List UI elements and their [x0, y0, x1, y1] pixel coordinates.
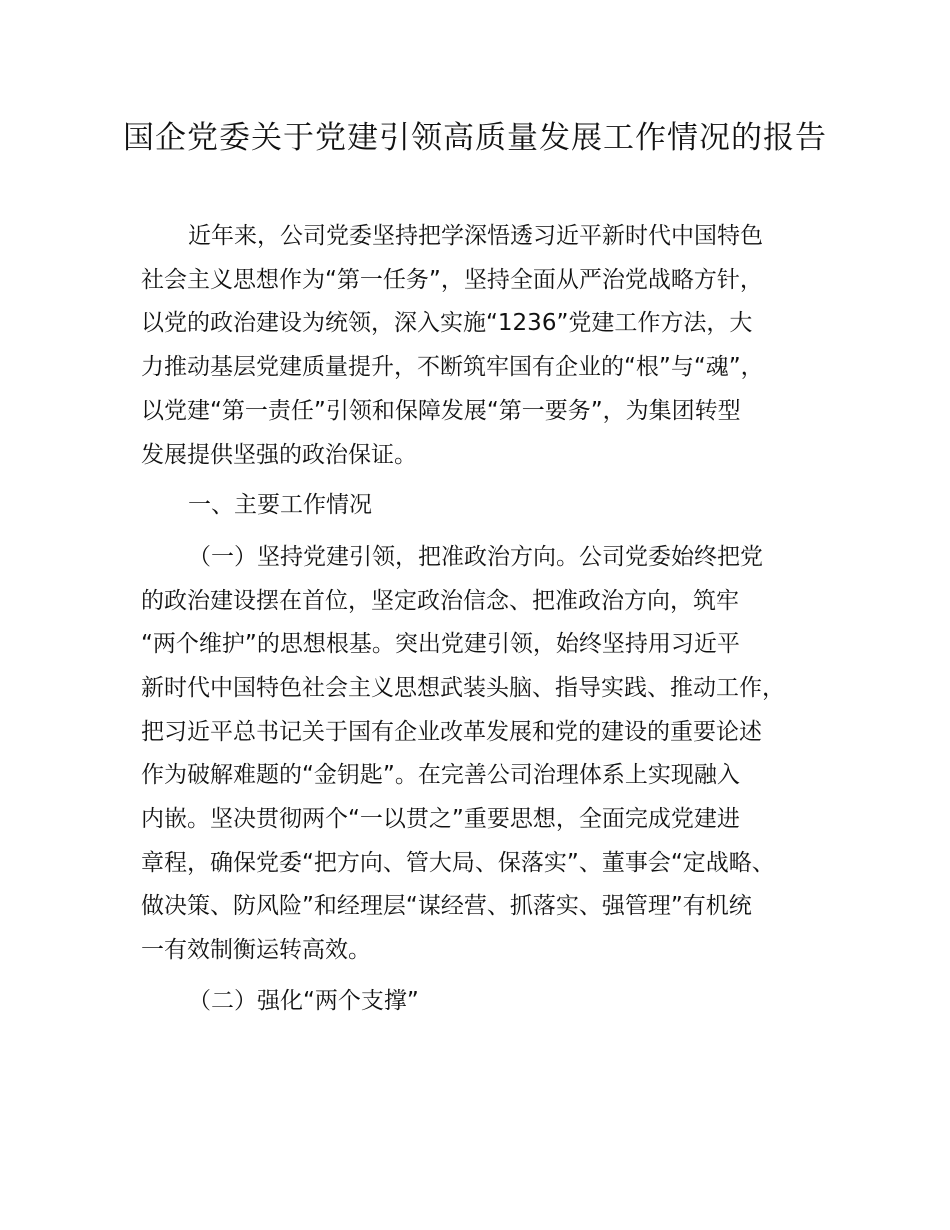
intro-paragraph-line: 力推动基层党建质量提升，不断筑牢国有企业的“根”与“魂”， — [141, 354, 764, 380]
subsection-two-heading: （二）强化“两个支撑” — [188, 988, 419, 1014]
subsection-one-line: 把习近平总书记关于国有企业改革发展和党的建设的重要论述 — [141, 719, 762, 745]
subsection-one-line: 作为破解难题的“金钥匙”。在完善公司治理体系上实现融入 — [141, 762, 740, 788]
subsection-one-line: 内嵌。坚决贯彻两个“一以贯之”重要思想，全面完成党建进 — [141, 806, 740, 832]
subsection-one-line: 的政治建设摆在首位，坚定政治信念、把准政治方向，筑牢 — [141, 588, 739, 614]
subsection-one-line: 章程，确保党委“把方向、管大局、保落实”、董事会“定战略、 — [141, 850, 775, 876]
intro-paragraph-line: 社会主义思想作为“第一任务”，坚持全面从严治党战略方针， — [141, 267, 763, 293]
intro-paragraph-line: 近年来，公司党委坚持把学深悟透习近平新时代中国特色 — [188, 223, 763, 249]
intro-paragraph-line: 发展提供坚强的政治保证。 — [141, 442, 417, 468]
intro-paragraph-line: 以党的政治建设为统领，深入实施“1236”党建工作方法，大 — [141, 310, 753, 336]
intro-paragraph-line: 以党建“第一责任”引领和保障发展“第一要务”，为集团转型 — [141, 398, 741, 424]
subsection-one-line: （一）坚持党建引领，把准政治方向。公司党委始终把党 — [188, 544, 763, 570]
subsection-one-line: 新时代中国特色社会主义思想武装头脑、指导实践、推动工作， — [141, 675, 785, 701]
subsection-one-line: 一有效制衡运转高效。 — [141, 937, 371, 963]
document-title: 国企党委关于党建引领高质量发展工作情况的报告 — [123, 120, 827, 156]
subsection-one-line: 做决策、防风险”和经理层“谋经营、抓落实、强管理”有机统 — [141, 893, 752, 919]
subsection-one-line: “两个维护”的思想根基。突出党建引领，始终坚持用习近平 — [141, 631, 740, 657]
section-one-heading: 一、主要工作情况 — [188, 492, 372, 518]
